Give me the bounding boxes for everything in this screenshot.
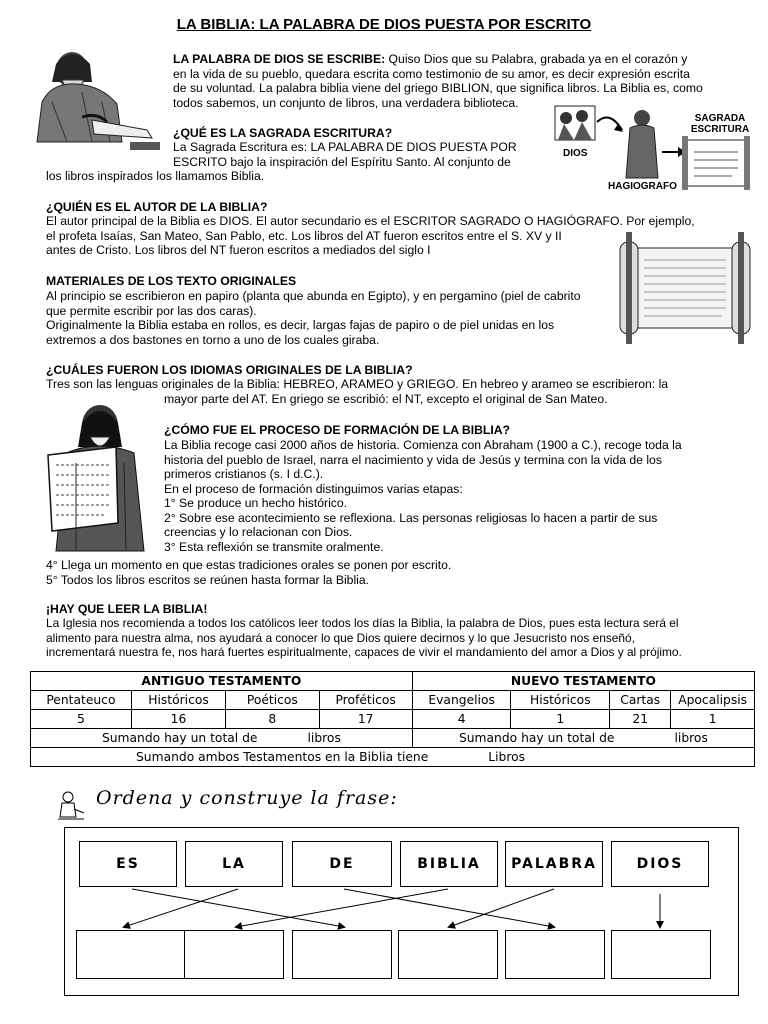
- answer-box[interactable]: [505, 930, 605, 979]
- sum-suffix: libros: [674, 730, 708, 745]
- column-header: Históricos: [511, 691, 610, 710]
- heading-que-es: ¿QUÉ ES LA SAGRADA ESCRITURA?: [173, 126, 393, 140]
- book-count-cell: 8: [226, 710, 319, 729]
- book-count-cell: 5: [31, 710, 132, 729]
- text-line: ESCRITO bajo la inspiración del Espíritu Santo. Al conjunto de: [173, 154, 511, 169]
- text-line: La Iglesia nos recomienda a todos los católicos leer todos los días la Biblia, la palabra de Dios, pues esta lectura será el: [46, 616, 679, 630]
- answer-box[interactable]: [611, 930, 711, 979]
- nt-sum-cell: [412, 729, 754, 748]
- total-suffix: Libros: [488, 749, 526, 764]
- text-line: el profeta Isaías, San Mateo, San Pablo, etc. Los libros del AT fueron escritos entre el S. XV y II: [46, 228, 562, 243]
- text-line: historia del pueblo de Israel, narra el nacimiento y vida de Jesús y termina con la vida de los: [164, 452, 662, 467]
- text-line: El autor principal de la Biblia es DIOS. El autor secundario es el ESCRITOR SAGRADO O HAGIÓGRAFO. Por ejemplo,: [46, 214, 695, 228]
- total-sum-cell: [31, 748, 755, 767]
- exercise-instruction: Ordena y construye la frase:: [96, 787, 398, 809]
- text-line: todos sabemos, un conjunto de libros, una verdadera biblioteca.: [173, 95, 519, 110]
- at-sum-cell: [31, 729, 413, 748]
- text-line: Originalmente la Biblia estaba en rollos, es decir, largas fajas de papiro o de piel unidas en los: [46, 318, 555, 332]
- book-count-cell: 1: [511, 710, 610, 729]
- matching-arrows: [64, 886, 737, 932]
- prophet-scroll-illustration: [46, 403, 154, 553]
- text-line: La Sagrada Escritura es: LA PALABRA DE DIOS PUESTA POR: [173, 140, 517, 154]
- word-card-es[interactable]: ES: [79, 841, 177, 887]
- scribe-illustration: [22, 42, 162, 154]
- book-count-cell: 17: [319, 710, 412, 729]
- sum-prefix: Sumando hay un total de: [458, 730, 615, 745]
- answer-box[interactable]: [398, 930, 498, 979]
- book-count-cell: 16: [131, 710, 225, 729]
- scroll-illustration: [612, 232, 758, 344]
- text-line: los libros inspirados los llamamos Biblia.: [46, 169, 265, 183]
- diagram-label-dios: DIOS: [563, 148, 588, 159]
- arrow: [132, 889, 344, 927]
- total-prefix: Sumando ambos Testamentos en la Biblia tiene: [136, 749, 429, 764]
- text-line: creencias y lo relacionan con Dios.: [164, 525, 353, 539]
- text-line: Al principio se escribieron en papiro (planta que abunda en Egipto), y en pergamino (piel de cabrito: [46, 289, 581, 303]
- word-card-dios[interactable]: DIOS: [611, 841, 709, 887]
- arrow: [124, 889, 238, 927]
- text-line: 3° Esta reflexión se transmite oralmente.: [164, 539, 384, 554]
- book-count-cell: 21: [610, 710, 671, 729]
- text-line: 4° Llega un momento en que estas tradiciones orales se ponen por escrito.: [46, 558, 452, 572]
- word-card-biblia[interactable]: BIBLIA: [400, 841, 498, 887]
- section-que-es-text: [173, 140, 543, 169]
- word-card-de[interactable]: DE: [292, 841, 392, 887]
- diagram-label-sagrada-escritura: [690, 113, 750, 135]
- text-line: extremos a dos bastones en torno a uno de los cuales giraba.: [46, 332, 380, 347]
- section-leer-text: [46, 616, 722, 660]
- heading-proceso: ¿CÓMO FUE EL PROCESO DE FORMACIÓN DE LA BIBLIA?: [164, 423, 510, 437]
- section-palabra-lead: LA PALABRA DE DIOS SE ESCRIBE:: [173, 52, 386, 66]
- column-header: Cartas: [610, 691, 671, 710]
- sum-prefix: Sumando hay un total de: [101, 730, 258, 745]
- arrow: [449, 889, 554, 927]
- text-line: alimento para nuestra alma, nos ayudará a conocer lo que Dios quiere decirnos y lo que Jesucristo nos enseñó,: [46, 630, 635, 645]
- section-proceso-text-cont: [46, 558, 746, 587]
- nt-header: NUEVO TESTAMENTO: [412, 672, 754, 691]
- text-line: de su voluntad. La palabra biblia viene del griego BIBLION, que significa libros. La Biblia es, como: [173, 81, 703, 95]
- child-writing-icon: [54, 789, 88, 823]
- heading-leer: ¡HAY QUE LEER LA BIBLIA!: [46, 602, 208, 616]
- text-line: antes de Cristo. Los libros del NT fueron escritos a mediados del siglo I: [46, 243, 431, 257]
- text-line: Tres son las lenguas originales de la Biblia: HEBREO, ARAMEO y GRIEGO. En hebreo y arameo se escribieron: la: [46, 377, 669, 391]
- text-line: La Biblia recoge casi 2000 años de historia. Comienza con Abraham (1900 a C.), recoge toda la: [164, 438, 682, 452]
- text-line: en la vida de su pueblo, quedara escrita como testimonio de su amor, es decir expresión escrita: [173, 66, 690, 81]
- heading-autor: ¿QUIÉN ES EL AUTOR DE LA BIBLIA?: [46, 200, 268, 214]
- diagram-label-line: SAGRADA: [694, 113, 746, 124]
- section-proceso-text: [164, 438, 721, 554]
- word-card-la[interactable]: LA: [185, 841, 283, 887]
- column-header: Proféticos: [319, 691, 412, 710]
- column-header: Evangelios: [412, 691, 511, 710]
- section-materiales-text: [46, 289, 606, 347]
- column-header: Pentateuco: [31, 691, 132, 710]
- text-line: Quiso Dios que su Palabra, grabada ya en el corazón y: [385, 52, 688, 66]
- books-table: [30, 671, 755, 767]
- column-header: Apocalipsis: [671, 691, 755, 710]
- text-line: 1° Se produce un hecho histórico.: [164, 496, 348, 510]
- diagram-label-hagiografo: HAGIOGRAFO: [608, 181, 677, 192]
- heading-idiomas: ¿CUÁLES FUERON LOS IDIOMAS ORIGINALES DE LA BIBLIA?: [46, 363, 413, 377]
- answer-box[interactable]: [292, 930, 392, 979]
- arrow: [236, 889, 448, 927]
- column-header: Poéticos: [226, 691, 319, 710]
- column-header: Históricos: [131, 691, 225, 710]
- text-line: incrementará nuestra fe, nos hará fuertes espiritualmente, capaces de vivir el mandamiento del amor a Dios y al prójimo.: [46, 645, 682, 659]
- text-line: En el proceso de formación distinguimos varias etapas:: [164, 481, 463, 496]
- heading-materiales: MATERIALES DE LOS TEXTO ORIGINALES: [46, 274, 297, 288]
- text-line: mayor parte del AT. En griego se escribió: el NT, excepto el original de San Mateo.: [164, 392, 608, 406]
- sum-suffix: libros: [307, 730, 341, 745]
- at-header: ANTIGUO TESTAMENTO: [31, 672, 413, 691]
- page-title: LA BIBLIA: LA PALABRA DE DIOS PUESTA POR ESCRITO: [176, 16, 592, 33]
- book-count-cell: 1: [671, 710, 755, 729]
- text-line: primeros cristianos (s. I d.C.).: [164, 467, 324, 481]
- word-card-palabra[interactable]: PALABRA: [505, 841, 603, 887]
- arrow: [344, 889, 554, 927]
- answer-box[interactable]: [184, 930, 284, 979]
- diagram-label-line: ESCRITURA: [690, 124, 750, 135]
- book-count-cell: 4: [412, 710, 511, 729]
- text-line: que permite escribir por las dos caras).: [46, 303, 257, 318]
- text-line: 5° Todos los libros escritos se reúnen hasta formar la Biblia.: [46, 572, 370, 587]
- text-line: 2° Sobre ese acontecimiento se reflexiona. Las personas religiosas lo hacen a partir de sus: [164, 510, 658, 525]
